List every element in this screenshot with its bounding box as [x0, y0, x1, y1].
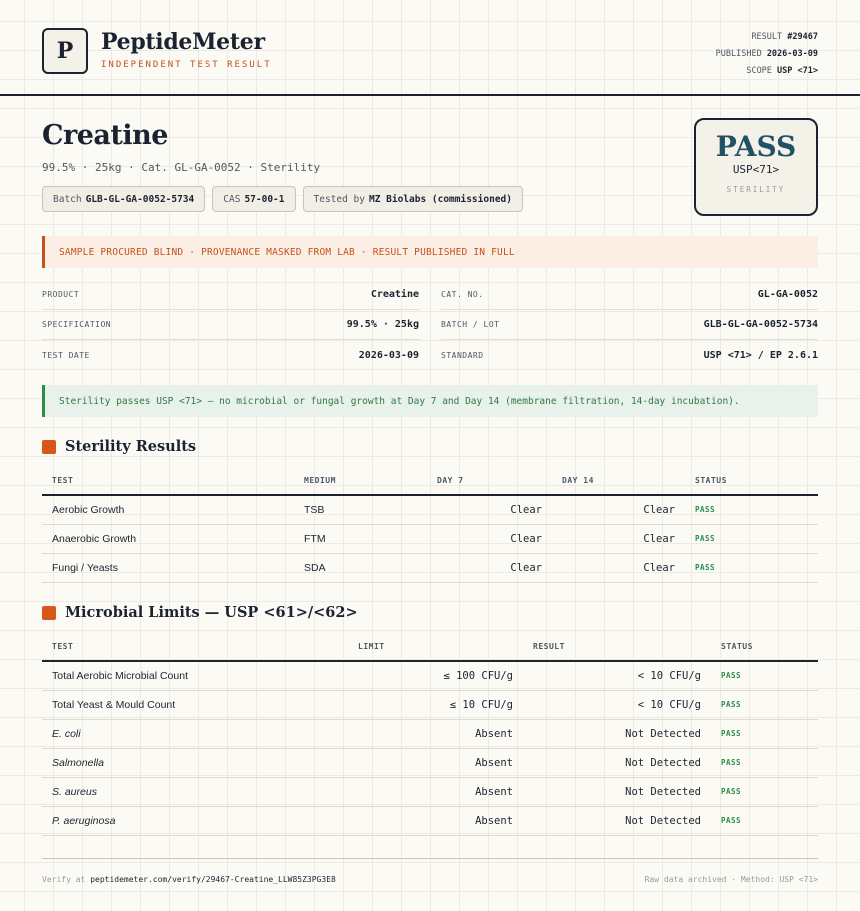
- table-row: S. aureus Absent Not Detected PASS: [42, 777, 818, 806]
- verdict-result: PASS: [715, 130, 797, 163]
- table-row: P. aeruginosa Absent Not Detected PASS: [42, 806, 818, 835]
- table-row: E. coli Absent Not Detected PASS: [42, 719, 818, 748]
- meta-scope: SCOPE USP <71>: [746, 66, 818, 76]
- meta-result: RESULT #29467: [751, 32, 818, 42]
- detail-row: SPECIFICATION 99.5% · 25kg: [42, 310, 419, 340]
- detail-row: PRODUCT Creatine: [42, 280, 419, 310]
- table-header-row: TEST LIMIT RESULT STATUS: [42, 633, 818, 661]
- status-badge: PASS: [711, 661, 818, 690]
- microbial-table: [42, 633, 818, 836]
- tested-by-chip: Tested by MZ Biolabs (commissioned): [303, 186, 523, 212]
- brand-logo: P: [42, 28, 88, 74]
- brand-tagline: INDEPENDENT TEST RESULT: [101, 60, 272, 70]
- table-row: Aerobic Growth TSB Clear Clear PASS: [42, 495, 818, 524]
- details-grid: [42, 280, 818, 370]
- detail-row: TEST DATE 2026-03-09: [42, 349, 419, 361]
- table-row: Anaerobic Growth FTM Clear Clear PASS: [42, 524, 818, 553]
- status-badge: PASS: [711, 690, 818, 719]
- sterility-table: [42, 467, 818, 583]
- table-header-row: TEST MEDIUM DAY 7 DAY 14 STATUS: [42, 467, 818, 495]
- verdict-badge: [694, 118, 818, 216]
- archive-note: Raw data archived · Method: USP <71>: [644, 875, 818, 884]
- product-subtitle: 99.5% · 25kg · Cat. GL-GA-0052 · Sterility: [42, 161, 321, 174]
- detail-row: BATCH / LOT GLB-GL-GA-0052-5734: [441, 310, 818, 340]
- status-badge: PASS: [685, 495, 818, 524]
- sterility-section-heading: Sterility Results: [42, 438, 196, 455]
- status-badge: PASS: [685, 553, 818, 582]
- status-badge: PASS: [711, 806, 818, 835]
- cas-chip: CAS 57-00-1: [212, 186, 295, 212]
- batch-chip: Batch GLB-GL-GA-0052-5734: [42, 186, 205, 212]
- report-header: [0, 0, 860, 96]
- table-row: Fungi / Yeasts SDA Clear Clear PASS: [42, 553, 818, 582]
- verify-link[interactable]: peptidemeter.com/verify/29467-Creatine_LLW85Z3PG3E8: [90, 875, 336, 884]
- status-badge: PASS: [711, 748, 818, 777]
- section-marker-icon: [42, 606, 56, 620]
- product-chips: [42, 186, 523, 212]
- detail-row: CAT. NO. GL-GA-0052: [441, 280, 818, 310]
- table-row: Total Aerobic Microbial Count ≤ 100 CFU/g < 10 CFU/g PASS: [42, 661, 818, 690]
- report-footer: [42, 858, 818, 898]
- status-badge: PASS: [711, 719, 818, 748]
- table-row: Salmonella Absent Not Detected PASS: [42, 748, 818, 777]
- detail-row: STANDARD USP <71> / EP 2.6.1: [441, 349, 818, 361]
- provenance-notice: SAMPLE PROCURED BLIND · PROVENANCE MASKED FROM LAB · RESULT PUBLISHED IN FULL: [42, 236, 818, 268]
- status-badge: PASS: [685, 524, 818, 553]
- microbial-section-heading: Microbial Limits — USP <61>/<62>: [42, 604, 358, 621]
- report-meta: [716, 29, 818, 80]
- section-marker-icon: [42, 440, 56, 454]
- meta-published: PUBLISHED 2026-03-09: [715, 49, 818, 59]
- product-title: Creatine: [42, 120, 168, 151]
- brand-name: PeptideMeter: [101, 29, 265, 55]
- table-row: Total Yeast & Mould Count ≤ 10 CFU/g < 10 CFU/g PASS: [42, 690, 818, 719]
- status-badge: PASS: [711, 777, 818, 806]
- verdict-standard: USP<71>: [732, 163, 780, 176]
- summary-banner: Sterility passes USP <71> — no microbial or fungal growth at Day 7 and Day 14 (membrane filtration, 14-day incubation).: [42, 385, 818, 417]
- verdict-scope: STERILITY: [726, 185, 786, 194]
- verify-line: Verify at peptidemeter.com/verify/29467-Creatine_LLW85Z3PG3E8: [42, 875, 336, 884]
